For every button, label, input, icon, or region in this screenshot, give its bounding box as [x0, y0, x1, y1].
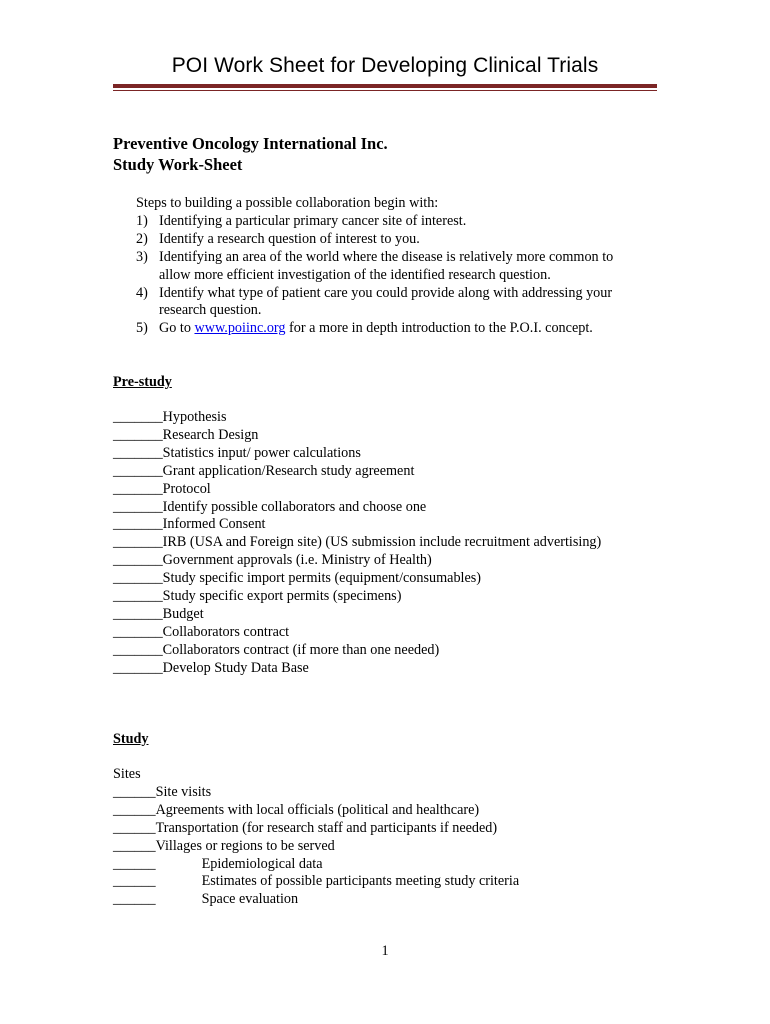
- checklist-row: [113, 660, 673, 678]
- blank-line: _______: [113, 444, 163, 461]
- blank-line: _______: [113, 409, 163, 425]
- study-items: [113, 784, 673, 909]
- step-text: Identify a research question of interest to you.: [159, 230, 420, 247]
- checklist-item-text: Study specific export permits (specimens): [162, 588, 402, 605]
- poiinc-link[interactable]: www.poiinc.org: [194, 320, 286, 337]
- step-item-5: [136, 320, 676, 338]
- blank-line: _______: [113, 462, 163, 479]
- step-number: 5): [136, 320, 148, 337]
- checklist-item-text: Research Design: [162, 426, 259, 443]
- blank-line: _______: [113, 588, 163, 605]
- step-item-2: [136, 231, 676, 249]
- checklist-item-text: Epidemiological data: [201, 855, 323, 872]
- blank-line: ______: [113, 873, 156, 890]
- checklist-row: [113, 820, 673, 838]
- checklist-row: [113, 463, 673, 481]
- checklist-item-text: Develop Study Data Base: [162, 659, 309, 676]
- checklist-item-text: IRB (USA and Foreign site) (US submission include recruitment advertising): [162, 534, 602, 551]
- checklist-item-text: Collaborators contract: [162, 623, 290, 640]
- checklist-item-text: Transportation (for research staff and participants if needed): [155, 819, 498, 836]
- steps-list: [136, 195, 676, 338]
- checklist-item-text: Study specific import permits (equipment/consumables): [162, 570, 482, 587]
- step-text: Identifying a particular primary cancer site of interest.: [159, 212, 467, 229]
- step-text-continued: research question.: [159, 302, 262, 319]
- prestudy-checklist: [113, 409, 673, 678]
- page-number: 1: [381, 943, 389, 959]
- sites-label: Sites: [113, 766, 141, 782]
- step-text: Identifying an area of the world where the disease is relatively more common to: [159, 248, 614, 265]
- step-number: 4): [136, 284, 148, 301]
- checklist-row: [113, 606, 673, 624]
- blank-line: _______: [113, 570, 163, 587]
- checklist-item-text: Informed Consent: [162, 516, 266, 533]
- checklist-row: [113, 445, 673, 463]
- checklist-item-text: Identify possible collaborators and choose one: [162, 498, 427, 515]
- study-heading: Study: [113, 731, 149, 747]
- checklist-item-text: Grant application/Research study agreement: [162, 462, 415, 479]
- checklist-row: [113, 856, 673, 874]
- checklist-item-text: Hypothesis: [162, 409, 227, 425]
- step-text-continued: allow more efficient investigation of the identified research question.: [159, 266, 551, 283]
- checklist-row: [113, 838, 673, 856]
- checklist-row: [113, 873, 673, 891]
- checklist-item-text: Government approvals (i.e. Ministry of Health): [162, 552, 432, 569]
- checklist-item-text: Statistics input/ power calculations: [162, 444, 361, 461]
- step-number: 1): [136, 212, 148, 229]
- step-item-1: [136, 213, 676, 231]
- checklist-row: [113, 516, 673, 534]
- blank-line: ______: [113, 891, 156, 908]
- step-number: 2): [136, 230, 148, 247]
- checklist-row: [113, 534, 673, 552]
- checklist-item-text: Villages or regions to be served: [155, 837, 335, 854]
- blank-line: _______: [113, 498, 163, 515]
- blank-line: _______: [113, 552, 163, 569]
- checklist-item-text: Budget: [162, 605, 204, 622]
- blank-line: ______: [113, 855, 156, 872]
- step-number: 3): [136, 248, 148, 265]
- blank-line: ______: [113, 801, 156, 818]
- blank-line: _______: [113, 426, 163, 443]
- blank-line: _______: [113, 534, 163, 551]
- org-subtitle: Study Work-Sheet: [113, 155, 243, 174]
- blank-line: _______: [113, 641, 163, 658]
- checklist-row: [113, 624, 673, 642]
- checklist-item-text: Space evaluation: [201, 891, 299, 908]
- header-rule-thick: [113, 84, 657, 88]
- checklist-row: [113, 802, 673, 820]
- checklist-row: [113, 588, 673, 606]
- step-text-pre: Go to: [159, 320, 195, 337]
- checklist-item-text: Agreements with local officials (political and healthcare): [155, 801, 480, 818]
- prestudy-heading: Pre-study: [113, 374, 172, 390]
- step-text-post: for a more in depth introduction to the P.O.I. concept.: [285, 320, 593, 337]
- checklist-row: [113, 499, 673, 517]
- org-heading-block: [113, 133, 388, 175]
- checklist-row: [113, 784, 673, 802]
- checklist-item-text: Protocol: [162, 480, 211, 497]
- blank-line: ______: [113, 837, 156, 854]
- blank-line: ______: [113, 783, 156, 800]
- blank-line: _______: [113, 480, 163, 497]
- study-checklist: [113, 766, 673, 909]
- step-text: Identify what type of patient care you could provide along with addressing your: [159, 284, 613, 301]
- checklist-row: [113, 409, 673, 427]
- blank-line: _______: [113, 623, 163, 640]
- checklist-row: [113, 642, 673, 660]
- checklist-row: [113, 570, 673, 588]
- checklist-item-text: Collaborators contract (if more than one needed): [162, 641, 440, 658]
- checklist-row: [113, 427, 673, 445]
- blank-line: _______: [113, 516, 163, 533]
- document-header-title: POI Work Sheet for Developing Clinical Trials: [171, 54, 599, 77]
- step-item-4: [136, 285, 676, 321]
- steps-intro: Steps to building a possible collaboration begin with:: [136, 195, 439, 211]
- blank-line: ______: [113, 819, 156, 836]
- blank-line: _______: [113, 605, 163, 622]
- header-rule-thin: [113, 90, 657, 91]
- checklist-item-text: Site visits: [155, 783, 212, 800]
- checklist-item-text: Estimates of possible participants meeting study criteria: [201, 873, 520, 890]
- blank-line: _______: [113, 659, 163, 676]
- checklist-row: [113, 552, 673, 570]
- org-name: Preventive Oncology International Inc.: [113, 134, 388, 153]
- step-item-3: [136, 249, 676, 285]
- checklist-row: [113, 481, 673, 499]
- checklist-row: [113, 891, 673, 909]
